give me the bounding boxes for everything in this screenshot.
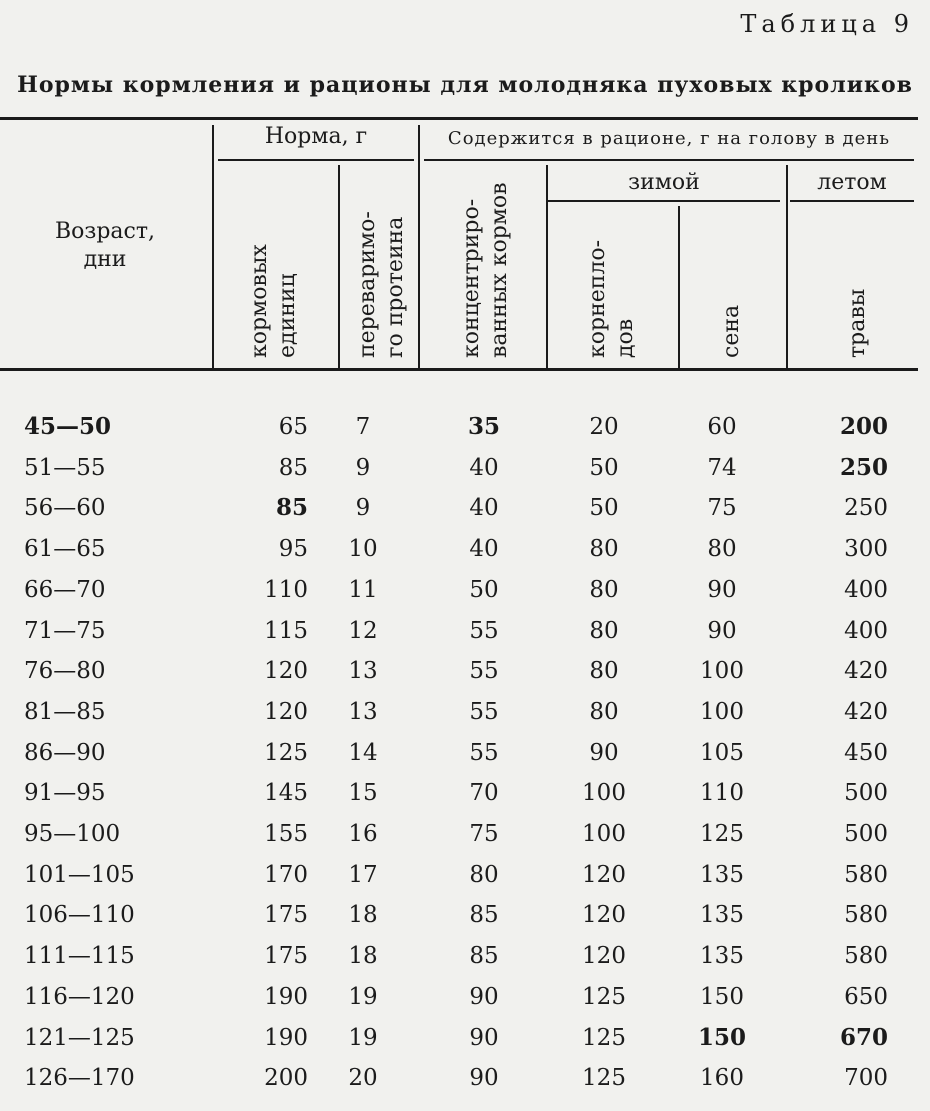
cell-age: 101—105 [24,862,135,888]
cell-roots: 80 [589,618,619,644]
grass-line: травы [845,288,870,358]
cell-roots: 100 [582,821,626,847]
table-row [0,1058,930,1098]
concentrates-line1: концентриро- [459,198,484,358]
table-row [0,570,930,610]
cell-age: 86—90 [24,740,106,766]
cell-roots: 50 [589,455,619,481]
cell-concentrates: 40 [469,495,499,521]
cell-grass: 200 [839,413,888,440]
cell-hay: 60 [707,414,737,440]
cell-feed-units: 95 [278,536,308,562]
cell-age: 116—120 [24,984,135,1010]
cell-concentrates: 90 [469,1025,499,1051]
cell-age: 66—70 [24,577,106,603]
table-row [0,773,930,813]
concentrates-header [458,182,514,358]
cell-hay: 100 [700,699,744,725]
header-bottom-rule [0,368,918,371]
cell-hay: 105 [700,740,744,766]
concentrates-line2: ванных кормов [487,182,512,358]
cell-grass: 300 [844,536,888,562]
cell-grass: 650 [844,984,888,1010]
table-row [0,488,930,528]
norm-underline [218,159,414,161]
table-row [0,895,930,935]
cell-protein: 18 [348,902,378,928]
grass-header [844,289,872,358]
cell-feed-units: 120 [264,658,308,684]
cell-age: 56—60 [24,495,106,521]
cell-feed-units: 115 [264,618,308,644]
cell-age: 106—110 [24,902,135,928]
roots-header [584,240,640,358]
winter-underline [548,200,780,202]
feed-units-header [246,244,302,358]
cell-hay: 100 [700,658,744,684]
divider-roots [678,206,680,368]
cell-feed-units: 65 [278,414,308,440]
cell-concentrates: 55 [469,740,499,766]
table-row [0,529,930,569]
cell-hay: 90 [707,618,737,644]
table-row [0,611,930,651]
cell-roots: 80 [589,577,619,603]
cell-concentrates: 85 [469,902,499,928]
cell-feed-units: 200 [264,1065,308,1091]
cell-concentrates: 50 [469,577,499,603]
cell-grass: 500 [844,780,888,806]
cell-concentrates: 75 [469,821,499,847]
hay-line: сена [719,304,744,358]
cell-roots: 80 [589,536,619,562]
cell-feed-units: 190 [264,984,308,1010]
cell-grass: 400 [844,618,888,644]
roots-line2: дов [613,318,638,358]
feed-units-line1: кормовых [247,244,272,358]
protein-line1: переваримо- [355,211,380,358]
cell-concentrates: 90 [469,1065,499,1091]
contained-header: Содержится в рационе, г на голову в день [447,128,891,149]
cell-age: 51—55 [24,455,106,481]
cell-protein: 12 [348,618,378,644]
cell-feed-units: 190 [264,1025,308,1051]
winter-header: зимой [628,170,700,195]
cell-hay: 125 [700,821,744,847]
cell-feed-units: 175 [264,943,308,969]
age-header [30,218,180,274]
divider-age [212,125,214,368]
divider-norm [418,125,420,368]
table-row [0,692,930,732]
roots-line1: корнепло- [585,239,610,358]
cell-protein: 13 [348,658,378,684]
table-row [0,448,930,488]
cell-grass: 250 [844,495,888,521]
cell-protein: 19 [348,1025,378,1051]
divider-units [338,165,340,368]
cell-hay: 80 [707,536,737,562]
norm-header: Норма, г [264,124,368,149]
cell-concentrates: 35 [467,413,500,440]
cell-protein: 11 [348,577,378,603]
cell-concentrates: 70 [469,780,499,806]
cell-hay: 90 [707,577,737,603]
cell-protein: 14 [348,740,378,766]
cell-protein: 10 [348,536,378,562]
cell-grass: 580 [844,943,888,969]
table-row [0,977,930,1017]
protein-line2: го протеина [383,216,408,358]
cell-feed-units: 85 [278,455,308,481]
cell-roots: 100 [582,780,626,806]
cell-grass: 580 [844,902,888,928]
cell-concentrates: 55 [469,699,499,725]
cell-concentrates: 55 [469,658,499,684]
cell-age: 121—125 [24,1025,135,1051]
cell-age: 91—95 [24,780,106,806]
cell-hay: 135 [700,862,744,888]
divider-winter [786,165,788,368]
cell-concentrates: 90 [469,984,499,1010]
summer-header: летом [817,170,887,195]
contained-underline [424,159,914,161]
cell-hay: 135 [700,902,744,928]
cell-concentrates: 85 [469,943,499,969]
cell-hay: 150 [697,1024,746,1051]
table-row [0,651,930,691]
cell-grass: 450 [844,740,888,766]
cell-protein: 15 [348,780,378,806]
cell-age: 126—170 [24,1065,135,1091]
cell-roots: 50 [589,495,619,521]
top-rule [0,117,918,120]
protein-header [354,211,410,358]
cell-grass: 250 [839,454,888,481]
cell-grass: 700 [844,1065,888,1091]
age-header-line2: дни [83,247,127,272]
cell-concentrates: 55 [469,618,499,644]
cell-protein: 16 [348,821,378,847]
cell-protein: 7 [355,414,371,440]
feed-units-line2: единиц [275,273,300,358]
cell-grass: 420 [844,699,888,725]
cell-hay: 135 [700,943,744,969]
table-row [0,733,930,773]
cell-protein: 17 [348,862,378,888]
cell-hay: 110 [700,780,744,806]
cell-roots: 120 [582,943,626,969]
cell-protein: 18 [348,943,378,969]
cell-feed-units: 125 [264,740,308,766]
table-row [0,855,930,895]
table-row [0,814,930,854]
cell-hay: 74 [707,455,737,481]
cell-hay: 75 [707,495,737,521]
cell-roots: 120 [582,862,626,888]
cell-grass: 400 [844,577,888,603]
divider-conc [546,165,548,368]
cell-roots: 125 [582,984,626,1010]
cell-roots: 125 [582,1065,626,1091]
cell-protein: 9 [355,455,371,481]
cell-roots: 120 [582,902,626,928]
table-row [0,936,930,976]
table-number: Таблица 9 [740,10,914,38]
cell-concentrates: 80 [469,862,499,888]
cell-age: 81—85 [24,699,106,725]
cell-hay: 160 [700,1065,744,1091]
cell-grass: 580 [844,862,888,888]
age-header-line1: Возраст, [54,219,156,244]
cell-grass: 670 [839,1024,888,1051]
cell-feed-units: 170 [264,862,308,888]
cell-roots: 20 [589,414,619,440]
cell-protein: 13 [348,699,378,725]
cell-roots: 80 [589,699,619,725]
cell-roots: 90 [589,740,619,766]
cell-age: 95—100 [24,821,121,847]
table-title: Нормы кормления и рационы для молодняка пуховых кроликов [17,72,913,98]
cell-protein: 20 [348,1065,378,1091]
summer-underline [790,200,914,202]
cell-age: 61—65 [24,536,106,562]
cell-age: 45—50 [24,413,112,440]
cell-feed-units: 110 [264,577,308,603]
cell-grass: 420 [844,658,888,684]
cell-concentrates: 40 [469,536,499,562]
cell-protein: 19 [348,984,378,1010]
cell-roots: 125 [582,1025,626,1051]
cell-grass: 500 [844,821,888,847]
cell-protein: 9 [355,495,371,521]
hay-header [718,305,746,358]
cell-age: 71—75 [24,618,106,644]
table-row [0,407,930,447]
table-row [0,1018,930,1058]
cell-age: 76—80 [24,658,106,684]
cell-concentrates: 40 [469,455,499,481]
cell-feed-units: 120 [264,699,308,725]
cell-age: 111—115 [24,943,135,969]
cell-feed-units: 85 [275,494,308,521]
cell-hay: 150 [700,984,744,1010]
cell-feed-units: 155 [264,821,308,847]
cell-feed-units: 145 [264,780,308,806]
cell-roots: 80 [589,658,619,684]
cell-feed-units: 175 [264,902,308,928]
